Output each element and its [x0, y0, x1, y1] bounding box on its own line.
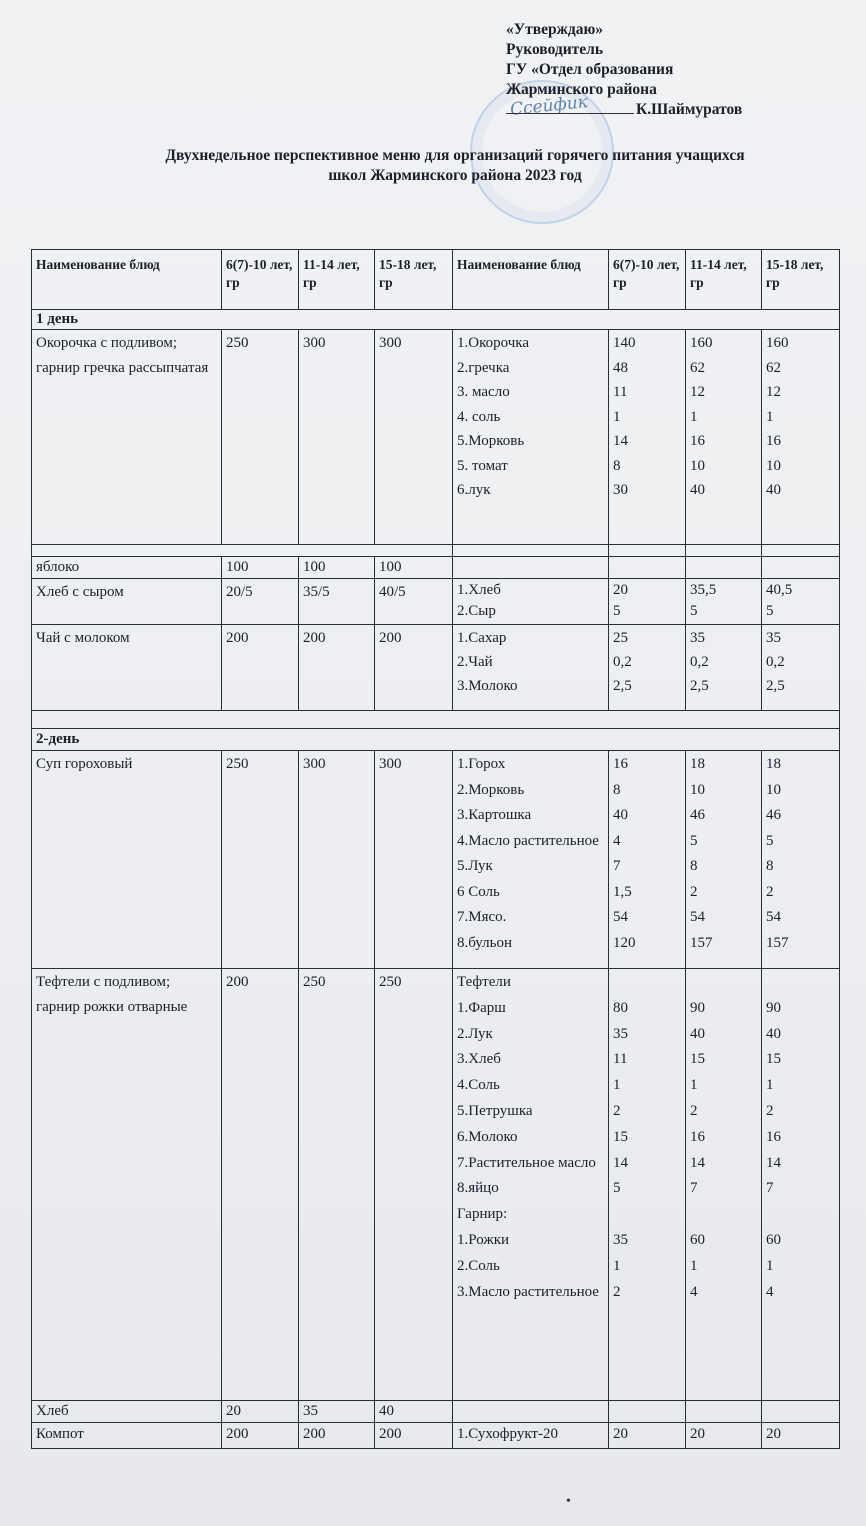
table-row — [32, 545, 840, 557]
dish-name: Окорочка с подливом; гарнир гречка рассыпчатая — [32, 330, 222, 545]
header-row — [32, 250, 840, 310]
header-ing-age-3: 15-18 лет, гр — [762, 250, 840, 310]
dish-name: Суп гороховый — [32, 751, 222, 969]
dish-name: Тефтели с подливом; гарнир рожки отварные — [32, 969, 222, 1401]
portion-age-3: 100 — [375, 557, 453, 579]
header-age-1: 6(7)-10 лет, гр — [222, 250, 299, 310]
dish-name: Чай с молоком — [32, 625, 222, 711]
header-ing-age-1: 6(7)-10 лет, гр — [609, 250, 686, 310]
approval-line-4: Жарминского района — [506, 81, 657, 98]
spacer-cell — [32, 711, 840, 729]
title-line-2: школ Жарминского района 2023 год — [328, 167, 582, 184]
day-label-2: 2-день — [32, 729, 840, 751]
ingredient-grams-age-2: 35,5 5 — [686, 579, 762, 625]
dish-name: яблоко — [32, 557, 222, 579]
ingredients: Тефтели 1.Фарш 2.Лук 3.Хлеб 4.Соль 5.Петрушка 6.Молоко 7.Растительное масло 8.яйцо Гарнир: 1.Рожки 2.Соль 3.Масло растительное — [453, 969, 609, 1401]
title-line-1: Двухнедельное перспективное меню для организаций горячего питания учащихся — [165, 147, 745, 164]
portion-age-2: 300 — [299, 751, 375, 969]
portion-age-1: 200 — [222, 969, 299, 1401]
ingredient-grams-age-3 — [762, 557, 840, 579]
portion-age-1: 200 — [222, 625, 299, 711]
portion-age-1: 20 — [222, 1401, 299, 1423]
approval-signer: К.Шаймуратов — [636, 101, 743, 118]
table-row — [32, 1423, 840, 1449]
menu-table — [31, 249, 840, 1449]
approval-block — [506, 20, 742, 120]
spacer-cell — [762, 545, 840, 557]
portion-age-2: 35 — [299, 1401, 375, 1423]
portion-age-3: 300 — [375, 330, 453, 545]
approval-line-3: ГУ «Отдел образования — [506, 61, 674, 78]
spacer-cell — [32, 545, 453, 557]
ingredient-grams-age-2 — [686, 557, 762, 579]
ingredients — [453, 557, 609, 579]
ingredients: 1.Горох 2.Морковь 3.Картошка 4.Масло растительное 5.Лук 6 Соль 7.Мясо. 8.бульон — [453, 751, 609, 969]
portion-age-3: 250 — [375, 969, 453, 1401]
portion-age-2: 200 — [299, 1423, 375, 1449]
ingredient-grams-age-3: 20 — [762, 1423, 840, 1449]
signature-line — [506, 101, 634, 114]
portion-age-3: 40 — [375, 1401, 453, 1423]
spacer-cell — [453, 545, 609, 557]
ingredients: 1.Сахар 2.Чай 3.Молоко — [453, 625, 609, 711]
table-row — [32, 711, 840, 729]
portion-age-3: 300 — [375, 751, 453, 969]
portion-age-2: 35/5 — [299, 579, 375, 625]
ingredient-grams-age-1: 20 — [609, 1423, 686, 1449]
day-row-2 — [32, 729, 840, 751]
approval-signer-line — [506, 100, 742, 120]
ingredient-grams-age-1: 80 35 11 1 2 15 14 5 35 1 2 — [609, 969, 686, 1401]
ingredient-grams-age-2: 20 — [686, 1423, 762, 1449]
portion-age-3: 200 — [375, 625, 453, 711]
signature: Ссейфик — [509, 91, 589, 121]
header-ingredient: Наименование блюд — [453, 250, 609, 310]
portion-age-2: 100 — [299, 557, 375, 579]
ingredient-grams-age-1: 16 8 40 4 7 1,5 54 120 — [609, 751, 686, 969]
ingredient-grams-age-3: 40,5 5 — [762, 579, 840, 625]
ingredient-grams-age-1: 20 5 — [609, 579, 686, 625]
table-row — [32, 557, 840, 579]
portion-age-3: 40/5 — [375, 579, 453, 625]
ingredient-grams-age-1 — [609, 1401, 686, 1423]
ingredient-grams-age-2: 90 40 15 1 2 16 14 7 60 1 4 — [686, 969, 762, 1401]
ingredients: 1.Окорочка 2.гречка 3. масло 4. соль 5.Морковь 5. томат 6.лук — [453, 330, 609, 545]
ingredients: 1.Сухофрукт-20 — [453, 1423, 609, 1449]
dish-name: Компот — [32, 1423, 222, 1449]
dish-name: Хлеб с сыром — [32, 579, 222, 625]
portion-age-1: 200 — [222, 1423, 299, 1449]
day-row-1 — [32, 310, 840, 330]
table-row — [32, 579, 840, 625]
ingredient-grams-age-2: 18 10 46 5 8 2 54 157 — [686, 751, 762, 969]
spacer-cell — [609, 545, 686, 557]
portion-age-3: 200 — [375, 1423, 453, 1449]
dish-name: Хлеб — [32, 1401, 222, 1423]
ingredient-grams-age-2: 35 0,2 2,5 — [686, 625, 762, 711]
ingredients — [453, 1401, 609, 1423]
day-label-1: 1 день — [32, 310, 840, 330]
ingredient-grams-age-3: 18 10 46 5 8 2 54 157 — [762, 751, 840, 969]
portion-age-1: 250 — [222, 751, 299, 969]
portion-age-1: 250 — [222, 330, 299, 545]
table-row — [32, 625, 840, 711]
approval-line-2: Руководитель — [506, 41, 604, 58]
header-age-3: 15-18 лет, гр — [375, 250, 453, 310]
ingredient-grams-age-3: 90 40 15 1 2 16 14 7 60 1 4 — [762, 969, 840, 1401]
table-row — [32, 1401, 840, 1423]
table-row — [32, 330, 840, 545]
portion-age-2: 200 — [299, 625, 375, 711]
portion-age-2: 250 — [299, 969, 375, 1401]
approval-line-1: «Утверждаю» — [506, 21, 604, 38]
portion-age-2: 300 — [299, 330, 375, 545]
ink-dot: • — [566, 1494, 571, 1509]
table-row — [32, 969, 840, 1401]
ingredient-grams-age-3: 35 0,2 2,5 — [762, 625, 840, 711]
ingredient-grams-age-2 — [686, 1401, 762, 1423]
header-ing-age-2: 11-14 лет, гр — [686, 250, 762, 310]
header-dish: Наименование блюд — [32, 250, 222, 310]
ingredient-grams-age-1: 140 48 11 1 14 8 30 — [609, 330, 686, 545]
portion-age-1: 20/5 — [222, 579, 299, 625]
ingredient-grams-age-1 — [609, 557, 686, 579]
ingredient-grams-age-3: 160 62 12 1 16 10 40 — [762, 330, 840, 545]
ingredient-grams-age-3 — [762, 1401, 840, 1423]
ingredients: 1.Хлеб 2.Сыр — [453, 579, 609, 625]
table-row — [32, 751, 840, 969]
portion-age-1: 100 — [222, 557, 299, 579]
ingredient-grams-age-2: 160 62 12 1 16 10 40 — [686, 330, 762, 545]
spacer-cell — [686, 545, 762, 557]
document-title — [60, 146, 850, 186]
ingredient-grams-age-1: 25 0,2 2,5 — [609, 625, 686, 711]
header-age-2: 11-14 лет, гр — [299, 250, 375, 310]
